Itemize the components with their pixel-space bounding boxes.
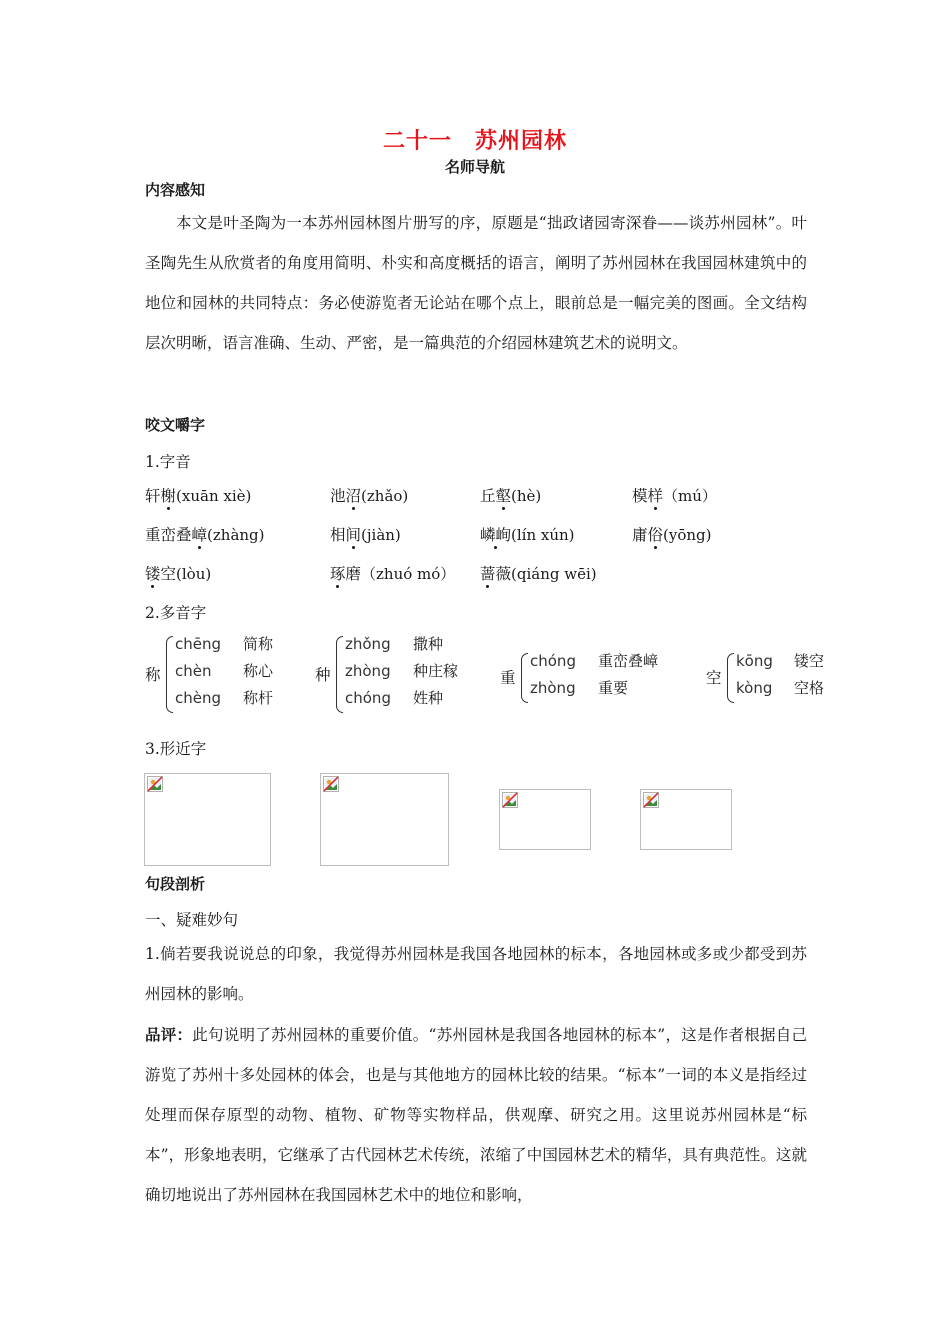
- polyphone-row: [175, 660, 273, 681]
- section-heading-content: 内容感知: [145, 181, 206, 199]
- pronunciation-item: [145, 484, 251, 506]
- pinyin: zhòng: [345, 662, 391, 680]
- example-word: 空格: [794, 679, 825, 697]
- polyphone-row: [175, 633, 273, 654]
- word-part: 磨: [345, 565, 362, 583]
- example-word: 重峦叠嶂: [598, 652, 659, 670]
- word-part: 庸: [632, 526, 648, 544]
- polyphone-char: 重: [500, 669, 516, 687]
- pinyin: kòng: [736, 679, 773, 697]
- pinyin: (lòu): [176, 565, 212, 583]
- pinyin: chèn: [175, 662, 212, 680]
- dotted-char: 琢: [330, 565, 346, 583]
- polyphone-row: [345, 660, 458, 681]
- word-part: 重峦叠: [145, 526, 192, 544]
- section-heading-analysis: 句段剖析: [145, 875, 206, 893]
- polyphone-row: [530, 677, 628, 698]
- dotted-char: 样: [647, 487, 664, 505]
- pronunciation-item: [480, 523, 575, 545]
- pronunciation-item: [480, 562, 597, 584]
- pinyin: (zhǎo): [361, 487, 409, 505]
- example-word: 称杆: [243, 689, 274, 707]
- pinyin: zhǒng: [345, 635, 391, 653]
- polyphone-label: 2.多音字: [145, 604, 207, 622]
- dotted-char: 间: [345, 526, 362, 544]
- page-subtitle: 名师导航: [444, 158, 505, 176]
- dotted-char: 壑: [495, 487, 512, 505]
- pronunciation-item: [330, 523, 401, 545]
- section-heading-words: 咬文嚼字: [145, 416, 206, 434]
- image-placeholder: [320, 773, 449, 866]
- pinyin: (hè): [511, 487, 542, 505]
- dotted-char: 榭: [160, 487, 177, 505]
- word-part: 模: [632, 487, 648, 505]
- word-part: 薇: [495, 565, 512, 583]
- example-word: 简称: [243, 635, 274, 653]
- pinyin: (jiàn): [361, 526, 401, 544]
- pinyin: zhòng: [530, 679, 576, 697]
- word-part: 丘: [480, 487, 496, 505]
- comment-label: 品评：: [145, 1026, 193, 1044]
- dotted-char: 镂: [145, 565, 161, 583]
- dotted-char: 俗: [647, 526, 664, 544]
- sentence-1: 1.倘若要我说说总的印象，我觉得苏州园林是我国各地园林的标本，各地园林或多或少都受到苏州园林的影响。: [145, 945, 807, 1003]
- example-word: 姓种: [413, 689, 444, 707]
- pinyin: (yōng): [663, 526, 712, 544]
- pinyin: (qiáng wēi): [511, 565, 597, 583]
- image-placeholder: [144, 773, 271, 866]
- pronunciation-item: [330, 484, 408, 506]
- pinyin: (xuān xiè): [176, 487, 252, 505]
- word-part: 相: [330, 526, 346, 544]
- pronunciation-item: [632, 484, 717, 506]
- polyphone-char: 空: [706, 669, 722, 687]
- polyphone-row: [530, 650, 658, 671]
- pronunciation-item: [145, 562, 211, 584]
- brace: [336, 636, 343, 713]
- broken-image-icon: [502, 792, 518, 808]
- comment-paragraph: [145, 1015, 807, 1215]
- broken-image-icon: [323, 776, 339, 792]
- example-word: 镂空: [794, 652, 825, 670]
- content-paragraph: 本文是叶圣陶为一本苏州园林图片册写的序，原题是“拙政诸园寄深眷——谈苏州园林”。叶圣陶先生从欣赏者的角度用简明、朴实和高度概括的语言，阐明了苏州园林在我国园林建筑中的地位和园林的共同特点：务必使游览者无论站在哪个点上，眼前总是一幅完美的图画。全文结构层次明晰，语言准确、生动、严密，是一篇典范的介绍园林建筑艺术的说明文。: [145, 214, 807, 352]
- word-part: 空: [160, 565, 177, 583]
- polyphone-row: [175, 687, 273, 708]
- word-part: 轩: [145, 487, 161, 505]
- pinyin: kōng: [736, 652, 773, 670]
- brace: [521, 653, 528, 703]
- polyphone-row: [345, 687, 443, 708]
- word-part: 池: [330, 487, 346, 505]
- broken-image-icon: [643, 792, 659, 808]
- brace: [166, 636, 173, 713]
- polyphone-char: 称: [145, 665, 161, 684]
- dotted-char: 沼: [345, 487, 362, 505]
- dotted-char: 蔷: [480, 565, 496, 583]
- polyphone-row: [736, 677, 824, 698]
- hard-sentence-label: 一、疑难妙句: [145, 911, 239, 929]
- example-word: 重要: [598, 679, 629, 697]
- pinyin: （mú）: [663, 487, 717, 505]
- pinyin: chóng: [530, 652, 576, 670]
- shape-label: 3.形近字: [145, 740, 207, 758]
- pinyin: chēng: [175, 635, 222, 653]
- pronunciation-label: 1.字音: [145, 453, 191, 471]
- pinyin: （zhuó mó）: [361, 565, 456, 583]
- polyphone-row: [736, 650, 824, 671]
- example-word: 撒种: [413, 635, 444, 653]
- pinyin: (lín xún): [511, 526, 575, 544]
- polyphone-row: [345, 633, 443, 654]
- pronunciation-item: [145, 523, 265, 545]
- image-placeholder: [640, 789, 732, 850]
- pinyin: (zhàng): [207, 526, 265, 544]
- polyphone-char: 种: [315, 665, 331, 684]
- dotted-char: 嶂: [191, 526, 208, 544]
- brace: [727, 653, 734, 703]
- pronunciation-item: [330, 562, 455, 584]
- pronunciation-item: [480, 484, 541, 506]
- dotted-char: 嶙峋: [480, 526, 512, 544]
- page-title: 二十一 苏州园林: [382, 129, 567, 154]
- broken-image-icon: [147, 776, 163, 792]
- pronunciation-item: [632, 523, 712, 545]
- example-word: 称心: [243, 662, 274, 680]
- example-word: 种庄稼: [413, 662, 459, 680]
- pinyin: chóng: [345, 689, 391, 707]
- comment-text: 此句说明了苏州园林的重要价值。“苏州园林是我国各地园林的标本”，这是作者根据自己游览了苏州十多处园林的体会，也是与其他地方的园林比较的结果。“标本”一词的本义是指经过处理而保存原型的动物、植物、矿物等实物样品，供观摩、研究之用。这里说苏州园林是“标本”，形象地表明，它继承了古代园林艺术传统，浓缩了中国园林艺术的精华，具有典范性。这就确切地说出了苏州园林在我国园林艺术中的地位和影响，: [145, 1026, 807, 1204]
- pinyin: chèng: [175, 689, 222, 707]
- image-placeholder: [499, 789, 591, 850]
